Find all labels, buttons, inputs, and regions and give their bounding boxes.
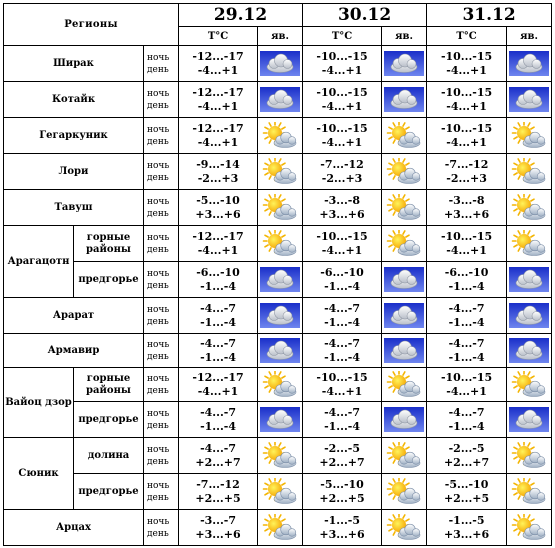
table-row — [4, 118, 552, 154]
day-label: день — [147, 208, 169, 219]
temperature-cell — [427, 298, 507, 334]
partly-sunny-icon — [260, 371, 300, 399]
night-temperature: -10...-15 — [440, 49, 493, 63]
day-temperature: +3...+6 — [319, 207, 365, 221]
weather-cell — [507, 298, 552, 334]
partly-sunny-icon — [509, 122, 549, 150]
partly-sunny-icon — [509, 230, 549, 258]
time-of-day-labels — [144, 368, 179, 402]
cloud-icon — [384, 303, 424, 328]
partly-sunny-icon — [509, 478, 549, 506]
day-label: день — [147, 528, 169, 539]
day-label: день — [147, 456, 169, 467]
forecast-table — [3, 3, 552, 546]
weather-cell — [382, 46, 427, 82]
weather-cell — [258, 262, 303, 298]
temperature-cell — [179, 402, 258, 438]
weather-cell — [258, 334, 303, 368]
temperature-cell — [303, 82, 382, 118]
day-temperature: -4...+1 — [197, 243, 239, 257]
temperature-cell — [179, 154, 258, 190]
night-label: ночь — [147, 88, 170, 99]
subregion-name: горные районы — [74, 368, 144, 402]
temperature-cell — [303, 46, 382, 82]
temperature-cell — [179, 510, 258, 546]
temperature-cell — [179, 82, 258, 118]
day-label: день — [147, 351, 169, 362]
phenomena-header: яв. — [382, 27, 427, 46]
forecast-body — [4, 46, 552, 546]
temperature-cell — [179, 46, 258, 82]
table-row — [4, 46, 552, 82]
day-temperature: -4...+1 — [197, 135, 239, 149]
night-temperature: -5...-10 — [320, 477, 364, 491]
region-name: Гегаркуник — [4, 118, 144, 154]
cloud-icon — [509, 267, 549, 292]
weather-cell — [382, 82, 427, 118]
temperature-cell — [303, 262, 382, 298]
weather-cell — [382, 298, 427, 334]
day-label: день — [147, 280, 169, 291]
region-name: Лори — [4, 154, 144, 190]
day-temperature: -1...-4 — [448, 350, 485, 364]
day-temperature: -2...+3 — [446, 171, 487, 185]
night-temperature: -10...-15 — [316, 85, 368, 99]
temperature-cell — [427, 82, 507, 118]
table-row — [4, 474, 552, 510]
time-of-day-labels — [144, 298, 179, 334]
region-name: Тавуш — [4, 190, 144, 226]
weather-cell — [507, 154, 552, 190]
subregion-name: горные районы — [74, 226, 144, 262]
weather-cell — [382, 402, 427, 438]
temperature-cell — [427, 118, 507, 154]
subregion-name: предгорье — [74, 262, 144, 298]
weather-cell — [382, 262, 427, 298]
temperature-cell — [303, 298, 382, 334]
table-row — [4, 334, 552, 368]
day-temperature: -2...+3 — [197, 171, 239, 185]
table-row — [4, 190, 552, 226]
temperature-cell — [179, 298, 258, 334]
weather-cell — [258, 118, 303, 154]
weather-cell — [382, 190, 427, 226]
night-temperature: -4...-7 — [200, 441, 236, 455]
day-temperature: +3...+6 — [443, 527, 490, 541]
day-temperature: +2...+5 — [443, 491, 490, 505]
day-temperature: -4...+1 — [321, 99, 363, 113]
temperature-cell — [427, 334, 507, 368]
cloud-icon — [260, 87, 300, 112]
night-label: ночь — [147, 480, 170, 491]
day-label: день — [147, 316, 169, 327]
weather-cell — [258, 154, 303, 190]
partly-sunny-icon — [509, 158, 549, 186]
partly-sunny-icon — [384, 230, 424, 258]
day-temperature: +2...+7 — [195, 455, 241, 469]
weather-cell — [382, 438, 427, 474]
temperature-cell — [179, 190, 258, 226]
night-temperature: -5...-10 — [444, 477, 489, 491]
temperature-cell — [427, 226, 507, 262]
table-row — [4, 402, 552, 438]
day-temperature: +2...+7 — [319, 455, 365, 469]
day-temperature: -4...+1 — [321, 135, 363, 149]
weather-cell — [258, 474, 303, 510]
weather-cell — [507, 190, 552, 226]
day-temperature: -1...-4 — [448, 419, 485, 433]
weather-cell — [258, 438, 303, 474]
temperature-cell — [303, 190, 382, 226]
day-temperature: -1...-4 — [448, 315, 485, 329]
night-temperature: -12...-17 — [192, 229, 244, 243]
day-temperature: -4...+1 — [321, 384, 363, 398]
partly-sunny-icon — [260, 442, 300, 470]
date-header-3: 31.12 — [427, 4, 552, 27]
table-row — [4, 368, 552, 402]
subregion-name: долина — [74, 438, 144, 474]
night-label: ночь — [147, 268, 170, 279]
temperature-cell — [427, 474, 507, 510]
temperature-cell — [179, 438, 258, 474]
cloud-icon — [260, 51, 300, 76]
partly-sunny-icon — [260, 194, 300, 222]
day-temperature: -1...-4 — [200, 279, 236, 293]
time-of-day-labels — [144, 474, 179, 510]
day-label: день — [147, 172, 169, 183]
temperature-cell — [303, 154, 382, 190]
partly-sunny-icon — [260, 122, 300, 150]
day-temperature: +3...+6 — [443, 207, 490, 221]
cloud-icon — [384, 51, 424, 76]
phenomena-header: яв. — [507, 27, 552, 46]
temperature-cell — [427, 368, 507, 402]
region-name: Армавир — [4, 334, 144, 368]
night-temperature: -7...-12 — [196, 477, 240, 491]
day-temperature: -1...-4 — [200, 419, 236, 433]
day-temperature: -1...-4 — [324, 315, 361, 329]
partly-sunny-icon — [509, 194, 549, 222]
night-label: ночь — [147, 373, 170, 384]
subregion-name: предгорье — [74, 402, 144, 438]
weather-cell — [382, 368, 427, 402]
cloud-icon — [260, 267, 300, 292]
cloud-icon — [509, 51, 549, 76]
day-temperature: -2...+3 — [321, 171, 363, 185]
day-temperature: -4...+1 — [197, 99, 239, 113]
temperature-cell — [179, 474, 258, 510]
temperature-cell — [303, 438, 382, 474]
cloud-icon — [509, 407, 549, 432]
temperature-cell — [427, 154, 507, 190]
partly-sunny-icon — [509, 514, 549, 542]
night-temperature: -12...-17 — [192, 121, 244, 135]
weather-cell — [507, 402, 552, 438]
date-header-1: 29.12 — [179, 4, 303, 27]
night-label: ночь — [147, 516, 170, 527]
night-temperature: -6...-10 — [196, 265, 240, 279]
partly-sunny-icon — [384, 478, 424, 506]
weather-cell — [258, 46, 303, 82]
weather-cell — [258, 190, 303, 226]
night-temperature: -6...-10 — [444, 265, 489, 279]
weather-cell — [258, 368, 303, 402]
partly-sunny-icon — [260, 514, 300, 542]
night-temperature: -10...-15 — [440, 121, 493, 135]
day-temperature: +2...+5 — [319, 491, 365, 505]
day-temperature: -1...-4 — [200, 350, 236, 364]
temp-header: Т°С — [303, 27, 382, 46]
partly-sunny-icon — [509, 442, 549, 470]
day-label: день — [147, 492, 169, 503]
day-temperature: -4...+1 — [446, 243, 487, 257]
night-temperature: -4...-7 — [200, 336, 236, 350]
temperature-cell — [427, 190, 507, 226]
weather-cell — [258, 82, 303, 118]
day-temperature: -4...+1 — [446, 63, 487, 77]
partly-sunny-icon — [384, 514, 424, 542]
night-temperature: -12...-17 — [192, 85, 244, 99]
weather-cell — [258, 226, 303, 262]
weather-cell — [258, 402, 303, 438]
cloud-icon — [509, 338, 549, 363]
day-temperature: -4...+1 — [197, 384, 239, 398]
time-of-day-labels — [144, 510, 179, 546]
night-label: ночь — [147, 408, 170, 419]
day-temperature: -4...+1 — [446, 99, 487, 113]
table-row — [4, 438, 552, 474]
region-name: Котайк — [4, 82, 144, 118]
temperature-cell — [427, 510, 507, 546]
night-label: ночь — [147, 124, 170, 135]
time-of-day-labels — [144, 82, 179, 118]
weather-cell — [507, 368, 552, 402]
time-of-day-labels — [144, 226, 179, 262]
day-label: день — [147, 385, 169, 396]
day-temperature: -4...+1 — [321, 63, 363, 77]
temperature-cell — [303, 226, 382, 262]
partly-sunny-icon — [260, 158, 300, 186]
day-temperature: -4...+1 — [321, 243, 363, 257]
cloud-icon — [384, 338, 424, 363]
region-name: Ширак — [4, 46, 144, 82]
day-temperature: -4...+1 — [197, 63, 239, 77]
day-temperature: -1...-4 — [324, 350, 361, 364]
region-name: Вайоц дзор — [4, 368, 74, 438]
temperature-cell — [303, 368, 382, 402]
night-temperature: -2...-5 — [448, 441, 485, 455]
night-label: ночь — [147, 52, 170, 63]
night-label: ночь — [147, 339, 170, 350]
night-temperature: -4...-7 — [200, 405, 236, 419]
night-temperature: -10...-15 — [440, 229, 493, 243]
day-temperature: -1...-4 — [324, 419, 361, 433]
night-label: ночь — [147, 304, 170, 315]
time-of-day-labels — [144, 154, 179, 190]
night-temperature: -4...-7 — [448, 405, 485, 419]
cloud-icon — [260, 338, 300, 363]
night-temperature: -4...-7 — [324, 405, 361, 419]
weather-cell — [258, 510, 303, 546]
partly-sunny-icon — [384, 194, 424, 222]
weather-cell — [382, 334, 427, 368]
subregion-name: предгорье — [74, 474, 144, 510]
night-temperature: -4...-7 — [448, 301, 485, 315]
day-label: день — [147, 420, 169, 431]
table-row — [4, 154, 552, 190]
weather-cell — [507, 474, 552, 510]
weather-cell — [507, 438, 552, 474]
day-temperature: -1...-4 — [200, 315, 236, 329]
day-temperature: +2...+5 — [195, 491, 241, 505]
day-label: день — [147, 244, 169, 255]
time-of-day-labels — [144, 438, 179, 474]
day-temperature: -4...+1 — [446, 135, 487, 149]
partly-sunny-icon — [384, 371, 424, 399]
night-label: ночь — [147, 444, 170, 455]
table-row — [4, 82, 552, 118]
night-temperature: -4...-7 — [448, 336, 485, 350]
cloud-icon — [260, 303, 300, 328]
temperature-cell — [427, 402, 507, 438]
region-name: Арагацотн — [4, 226, 74, 298]
night-temperature: -12...-17 — [192, 370, 244, 384]
night-temperature: -2...-5 — [324, 441, 361, 455]
night-temperature: -10...-15 — [440, 370, 493, 384]
weather-cell — [507, 82, 552, 118]
day-temperature: -4...+1 — [446, 384, 487, 398]
temperature-cell — [303, 402, 382, 438]
night-temperature: -10...-15 — [316, 370, 368, 384]
time-of-day-labels — [144, 262, 179, 298]
temperature-cell — [427, 262, 507, 298]
day-label: день — [147, 136, 169, 147]
time-of-day-labels — [144, 190, 179, 226]
partly-sunny-icon — [384, 442, 424, 470]
cloud-icon — [260, 407, 300, 432]
weather-cell — [507, 226, 552, 262]
day-temperature: -1...-4 — [448, 279, 485, 293]
day-label: день — [147, 100, 169, 111]
temperature-cell — [179, 118, 258, 154]
cloud-icon — [509, 303, 549, 328]
regions-header: Регионы — [4, 4, 179, 46]
time-of-day-labels — [144, 46, 179, 82]
temperature-cell — [303, 118, 382, 154]
night-temperature: -10...-15 — [316, 229, 368, 243]
date-header-2: 30.12 — [303, 4, 427, 27]
night-temperature: -3...-8 — [324, 193, 361, 207]
weather-cell — [507, 510, 552, 546]
weather-cell — [507, 334, 552, 368]
weather-cell — [507, 262, 552, 298]
time-of-day-labels — [144, 334, 179, 368]
night-label: ночь — [147, 196, 170, 207]
temperature-cell — [303, 510, 382, 546]
partly-sunny-icon — [509, 371, 549, 399]
temperature-cell — [179, 334, 258, 368]
night-temperature: -7...-12 — [444, 157, 489, 171]
table-row — [4, 298, 552, 334]
weather-cell — [507, 118, 552, 154]
weather-cell — [382, 474, 427, 510]
cloud-icon — [509, 87, 549, 112]
partly-sunny-icon — [384, 158, 424, 186]
date-header-row — [4, 4, 552, 27]
temperature-cell — [303, 474, 382, 510]
table-row — [4, 226, 552, 262]
day-label: день — [147, 64, 169, 75]
partly-sunny-icon — [260, 478, 300, 506]
temperature-cell — [427, 438, 507, 474]
phenomena-header: яв. — [258, 27, 303, 46]
partly-sunny-icon — [260, 230, 300, 258]
day-temperature: +3...+6 — [195, 527, 241, 541]
weather-cell — [382, 226, 427, 262]
night-label: ночь — [147, 160, 170, 171]
temperature-cell — [179, 226, 258, 262]
day-temperature: +3...+6 — [195, 207, 241, 221]
weather-cell — [258, 298, 303, 334]
night-temperature: -10...-15 — [316, 121, 368, 135]
night-temperature: -4...-7 — [324, 336, 361, 350]
night-temperature: -10...-15 — [440, 85, 493, 99]
night-temperature: -5...-10 — [196, 193, 240, 207]
temperature-cell — [179, 368, 258, 402]
night-temperature: -10...-15 — [316, 49, 368, 63]
weather-cell — [382, 118, 427, 154]
night-temperature: -3...-7 — [200, 513, 236, 527]
night-temperature: -1...-5 — [448, 513, 485, 527]
table-row — [4, 510, 552, 546]
temp-header: Т°С — [179, 27, 258, 46]
temperature-cell — [179, 262, 258, 298]
weather-cell — [507, 46, 552, 82]
night-temperature: -7...-12 — [320, 157, 364, 171]
region-name: Сюник — [4, 438, 74, 510]
night-temperature: -4...-7 — [324, 301, 361, 315]
weather-cell — [382, 154, 427, 190]
night-temperature: -4...-7 — [200, 301, 236, 315]
day-temperature: +3...+6 — [319, 527, 365, 541]
cloud-icon — [384, 407, 424, 432]
night-temperature: -6...-10 — [320, 265, 364, 279]
partly-sunny-icon — [384, 122, 424, 150]
night-temperature: -12...-17 — [192, 49, 244, 63]
cloud-icon — [384, 87, 424, 112]
time-of-day-labels — [144, 118, 179, 154]
day-temperature: -1...-4 — [324, 279, 361, 293]
table-row — [4, 262, 552, 298]
temperature-cell — [427, 46, 507, 82]
night-temperature: -1...-5 — [324, 513, 361, 527]
cloud-icon — [384, 267, 424, 292]
region-name: Арарат — [4, 298, 144, 334]
temperature-cell — [303, 334, 382, 368]
night-temperature: -3...-8 — [448, 193, 485, 207]
weather-cell — [382, 510, 427, 546]
night-label: ночь — [147, 232, 170, 243]
night-temperature: -9...-14 — [196, 157, 240, 171]
temp-header: Т°С — [427, 27, 507, 46]
region-name: Арцах — [4, 510, 144, 546]
time-of-day-labels — [144, 402, 179, 438]
day-temperature: +2...+7 — [443, 455, 490, 469]
